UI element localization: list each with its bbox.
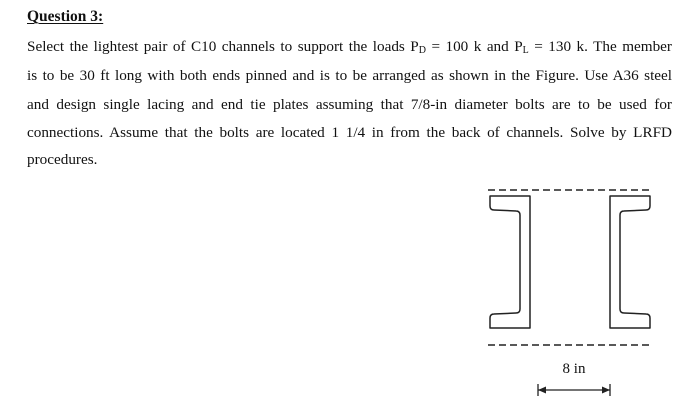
question-text-line-5: procedures. [27,151,98,168]
channel-arrangement-figure [470,178,670,403]
line-1-middle: = 100 k and P [425,38,523,55]
live-load-subscript: L [522,45,529,56]
question-text-line-3: and design single lacing and end tie plates assuming that 7/8-in diameter bolts are to be used for [27,96,672,113]
channel-figure-svg [470,178,670,403]
right-channel-section [610,196,650,328]
question-text-line-4: connections. Assume that the bolts are located 1 1/4 in from the back of channels. Solve by LRFD [27,124,672,141]
dimension-arrow [538,384,610,396]
line-1-end: = 130 k. The member [528,38,672,55]
question-text-line-1 [27,38,672,56]
question-text-line-2: is to be 30 ft long with both ends pinned and is to be arranged as shown in the Figure. Use A36 steel [27,67,672,84]
dead-load-subscript: D [418,45,426,56]
dimension-label: 8 in [562,361,586,377]
line-1-start: Select the lightest pair of C10 channels to support the loads P [27,38,419,55]
question-heading: Question 3: [27,8,104,25]
left-channel-section [490,196,530,328]
